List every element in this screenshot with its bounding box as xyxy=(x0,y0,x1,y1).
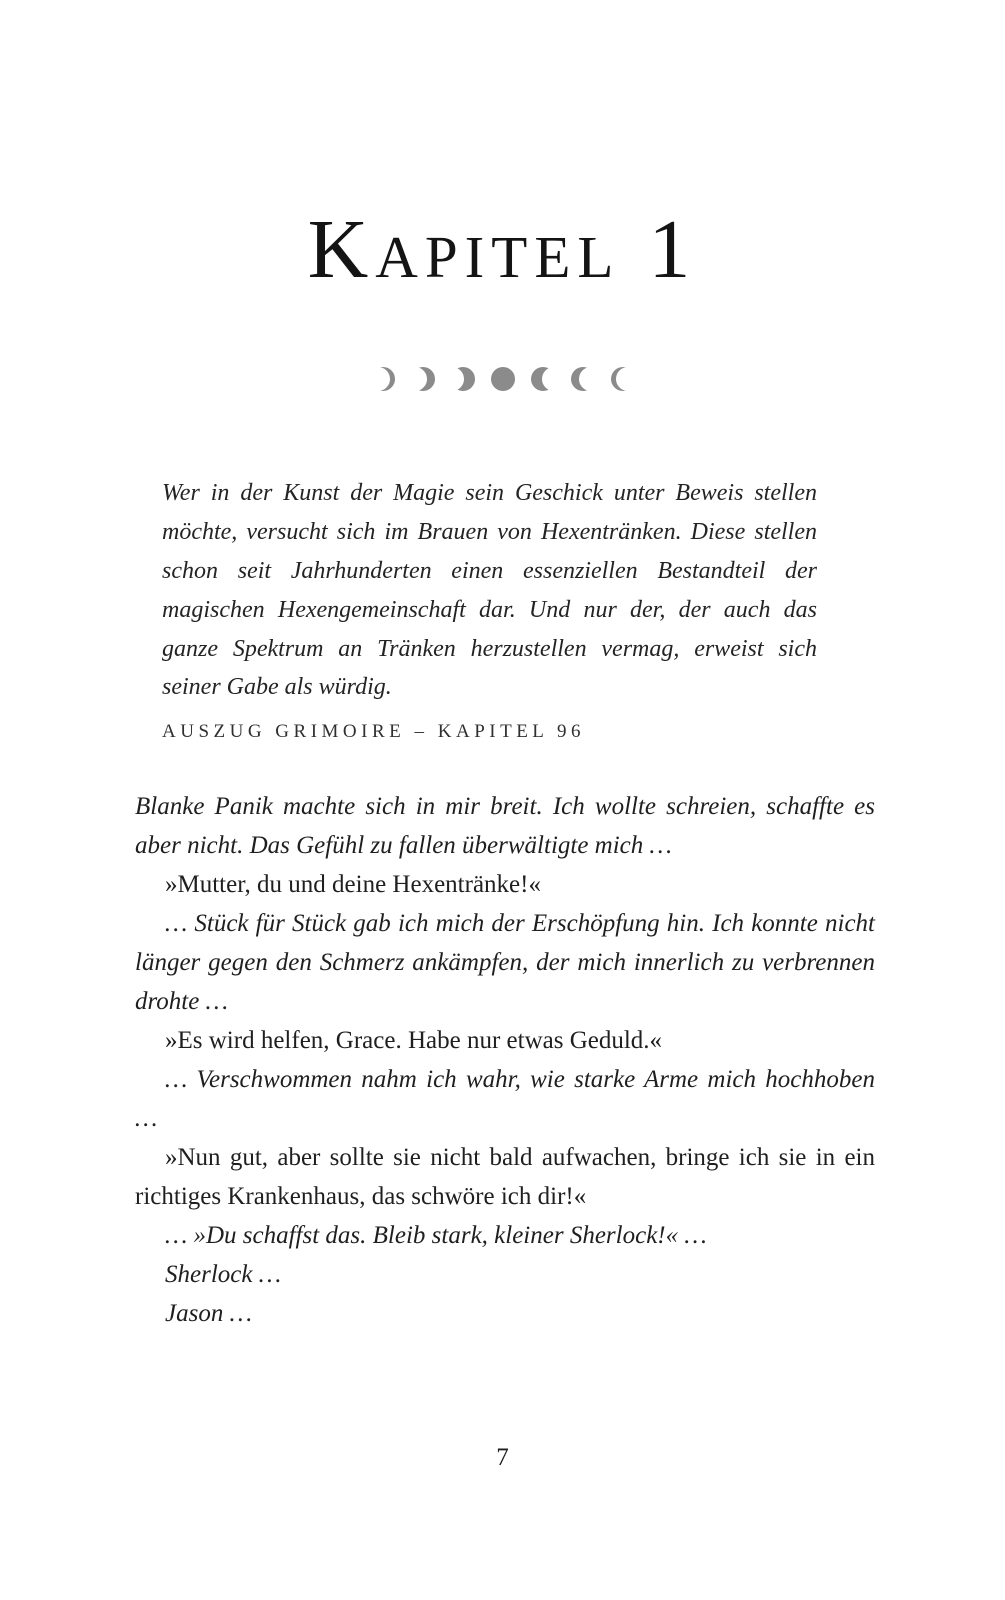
paragraph: Blanke Panik machte sich in mir breit. Ich wollte schreien, schaffte es aber nicht. Das Gefühl zu fallen überwältigte mich … xyxy=(135,793,875,860)
paragraph: Sherlock … xyxy=(165,1261,281,1289)
paragraph: … Verschwommen nahm ich wahr, wie starke Arme mich hochhoben … xyxy=(135,1066,875,1133)
moon-phases-ornament xyxy=(0,366,1005,392)
paragraph-dialogue: »Mutter, du und deine Hexentränke!« xyxy=(165,871,541,899)
paragraph-dialogue: »Es wird helfen, Grace. Habe nur etwas Geduld.« xyxy=(165,1027,663,1055)
moon-phase-waning-medium-icon xyxy=(570,366,596,392)
paragraph: … Stück für Stück gab ich mich der Erschöpfung hin. Ich konnte nicht länger gegen den Schmerz ankämpfen, der mich innerlich zu verbrennen drohte … xyxy=(135,910,875,1016)
paragraph: … »Du schaffst das. Bleib stark, kleiner Sherlock!« … xyxy=(165,1222,707,1250)
moon-phase-waxing-medium-icon xyxy=(410,366,436,392)
moon-phase-waning-thick-icon xyxy=(530,366,556,392)
paragraph-dialogue: »Nun gut, aber sollte sie nicht bald aufwachen, bringe ich sie in ein richtiges Krankenhaus, das schwöre ich dir!« xyxy=(135,1144,875,1211)
chapter-title: Kapitel 1 xyxy=(307,203,698,296)
moon-phase-full-icon xyxy=(490,366,516,392)
epigraph-attribution: AUSZUG GRIMOIRE – KAPITEL 96 xyxy=(162,721,585,743)
moon-phase-waxing-thick-icon xyxy=(450,366,476,392)
epigraph-quote: Wer in der Kunst der Magie sein Geschick unter Beweis stellen möchte, versucht sich im Brauen von Hexentränken. Diese stellen schon seit Jahrhunderten einen essenziellen Bestandteil der magischen Hexengemeinschaft dar. Und nur der, der auch das ganze Spektrum an Tränken herzustellen vermag, erweist sich seiner Gabe als würdig. xyxy=(162,480,817,701)
body-text xyxy=(135,787,875,1333)
paragraph: Jason … xyxy=(165,1300,252,1328)
moon-phase-waning-thin-icon xyxy=(610,366,636,392)
moon-phase-waxing-thin-icon xyxy=(370,366,396,392)
page-number: 7 xyxy=(496,1444,509,1471)
